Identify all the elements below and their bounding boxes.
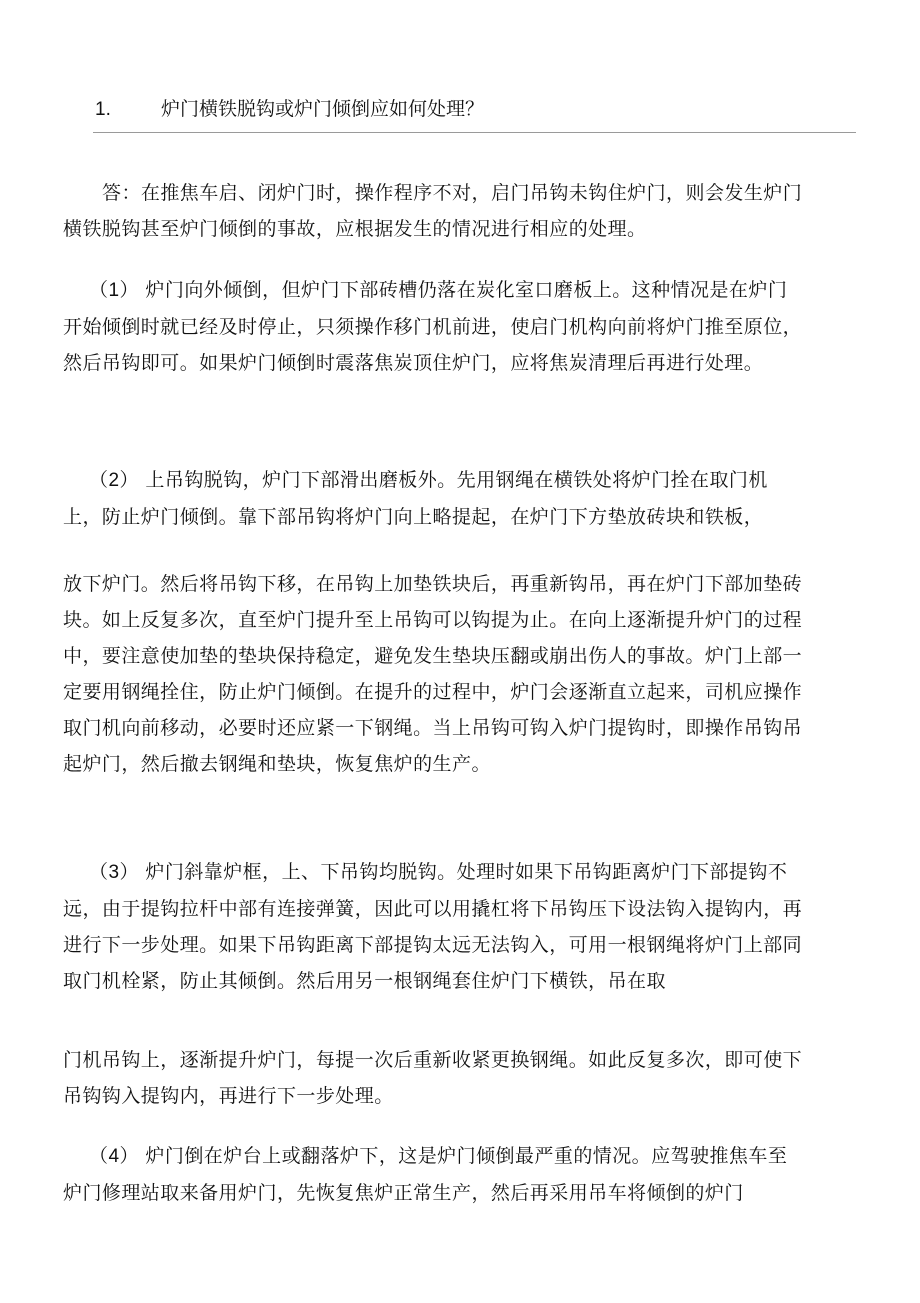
answer-intro: 答：在推焦车启、闭炉门时，操作程序不对，启门吊钩未钩住炉门，则会发生炉门横铁脱钩甚至炉门倾倒的事故，应根据发生的情况进行相应的处理。	[63, 182, 803, 240]
question-title: 炉门横铁脱钩或炉门倾倒应如何处理？	[161, 98, 485, 120]
question-number: 1.	[95, 99, 111, 120]
answer-item-2	[63, 462, 803, 535]
item-label: （2）	[89, 470, 139, 491]
item-label: （3）	[89, 862, 139, 883]
answer-item-3-continuation: 门机吊钩上，逐渐提升炉门，每提一次后重新收紧更换钢绳。如此反复多次，即可使下吊钩钩入提钩内，再进行下一步处理。	[63, 1049, 803, 1107]
item-text: 炉门斜靠炉框，上、下吊钩均脱钩。处理时如果下吊钩距离炉门下部提钩不远，由于提钩拉杆中部有连接弹簧，因此可以用撬杠将下吊钩压下设法钩入提钩内，再进行下一步处理。如果下吊钩距离下部提钩太远无法钩入，可用一根钢绳将炉门上部同取门机栓紧，防止其倾倒。然后用另一根钢绳套住炉门下横铁，吊在取	[63, 861, 803, 992]
item-text: 炉门向外倾倒，但炉门下部砖槽仍落在炭化室口磨板上。这种情况是在炉门开始倾倒时就已经及时停止，只须操作移门机前进，使启门机构向前将炉门推至原位，然后吊钩即可。如果炉门倾倒时震落焦炭顶住炉门，应将焦炭清理后再进行处理。	[63, 279, 803, 374]
item-label: （1）	[89, 280, 139, 301]
answer-item-2-continuation: 放下炉门。然后将吊钩下移，在吊钩上加垫铁块后，再重新钩吊，再在炉门下部加垫砖块。如上反复多次，直至炉门提升至上吊钩可以钩提为止。在向上逐渐提升炉门的过程中，要注意使加垫的垫块保持稳定，避免发生垫块压翻或崩出伤人的事故。炉门上部一定要用钢绳拴住，防止炉门倾倒。在提升的过程中，炉门会逐渐直立起来，司机应操作取门机向前移动，必要时还应紧一下钢绳。当上吊钩可钩入炉门提钩时，即操作吊钩吊起炉门，然后撤去钢绳和垫块，恢复焦炉的生产。	[63, 573, 803, 775]
item-text: 炉门倒在炉台上或翻落炉下，这是炉门倾倒最严重的情况。应驾驶推焦车至炉门修理站取来备用炉门，先恢复焦炉正常生产，然后再采用吊车将倾倒的炉门	[63, 1145, 788, 1204]
heading-divider	[93, 132, 856, 133]
question-heading	[95, 95, 484, 124]
item-text: 上吊钩脱钩，炉门下部滑出磨板外。先用钢绳在横铁处将炉门拴在取门机上，防止炉门倾倒。靠下部吊钩将炉门向上略提起，在炉门下方垫放砖块和铁板，	[63, 469, 768, 528]
answer-item-4	[63, 1138, 803, 1211]
answer-item-1	[63, 272, 803, 381]
item-label: （4）	[89, 1146, 139, 1167]
answer-item-3	[63, 854, 803, 999]
